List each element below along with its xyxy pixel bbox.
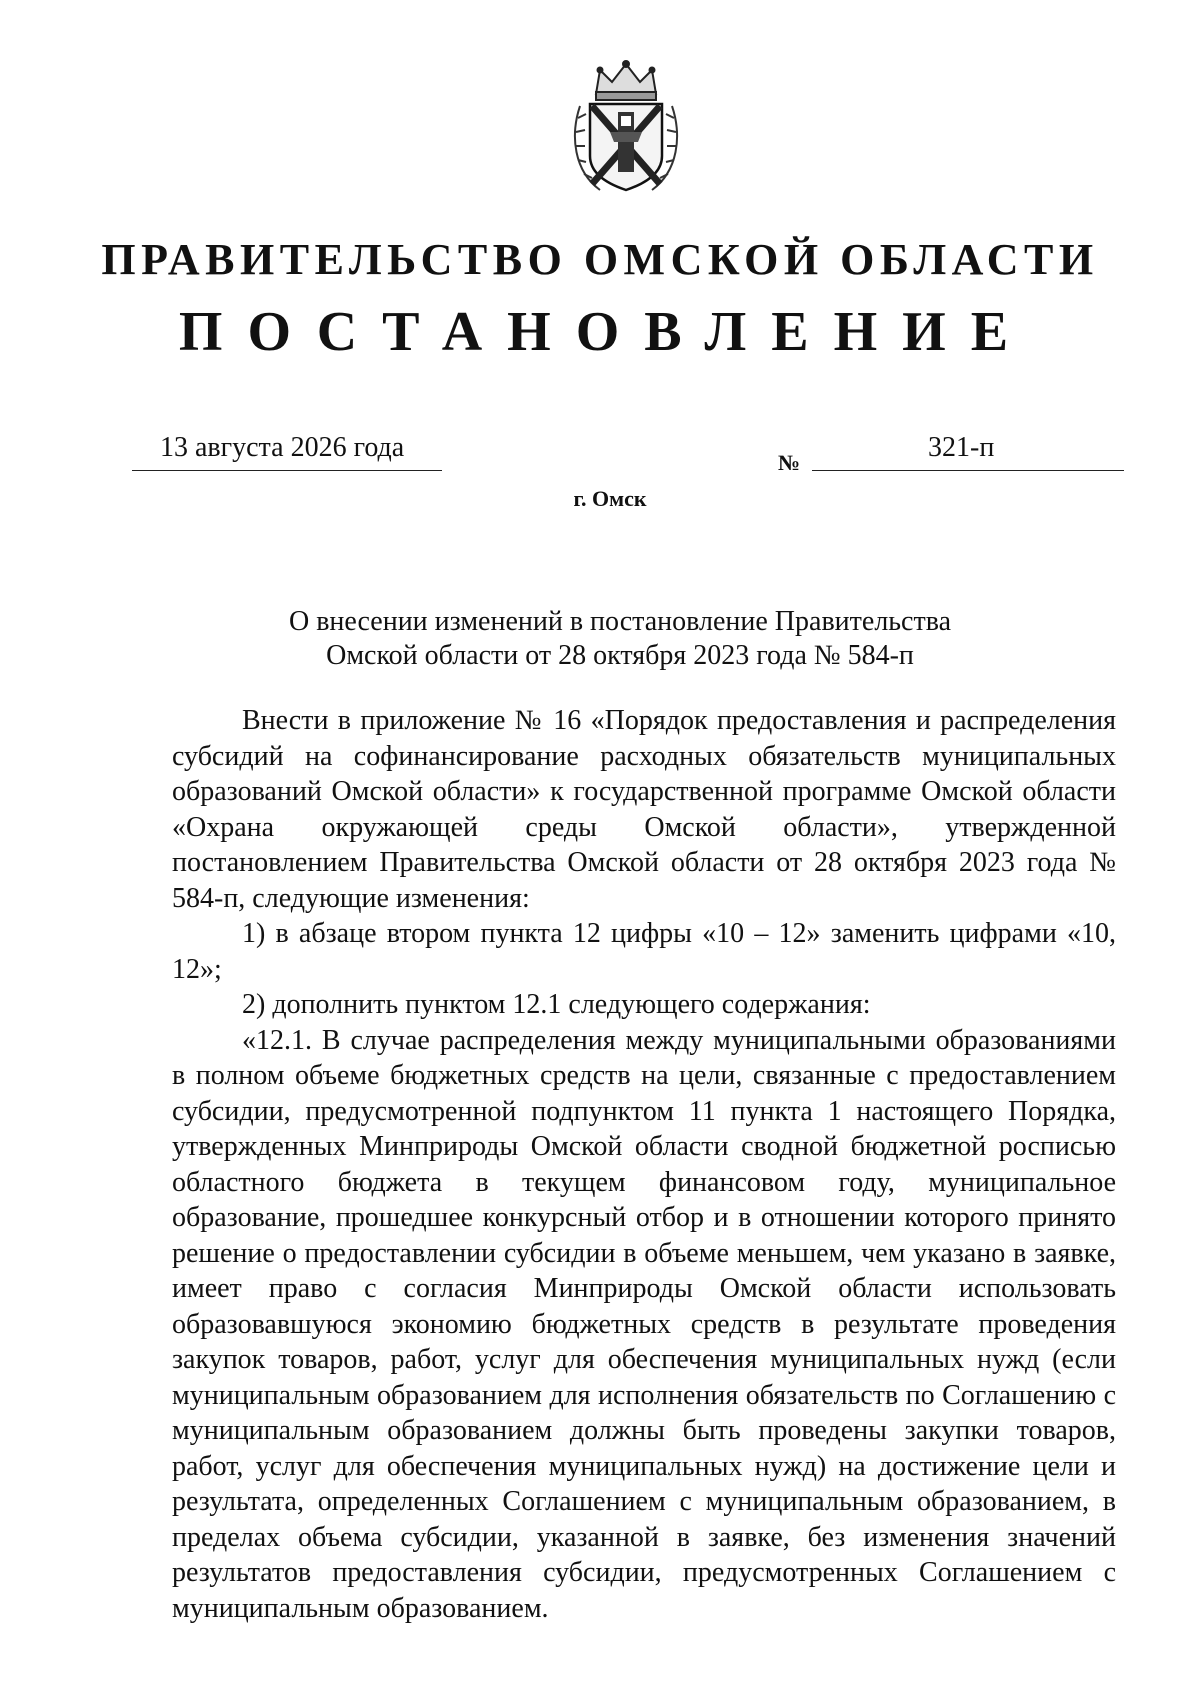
body-paragraph: 2) дополнить пунктом 12.1 следующего содержания:: [242, 989, 871, 1020]
document-subject: [200, 605, 1040, 673]
date-field: [132, 430, 442, 471]
document-body: [172, 703, 1116, 1626]
body-paragraph: Внести в приложение № 16 «Порядок предоставления и распределения субсидий на софинансирование расходных обязательств муниципальных образований Омской области» к государственной программе Омской области «Охрана окружающей среды Омской области», утвержденной постановлением Правительства Омской области от 28 октября 2023 года № 584-п, следующие изменения:: [172, 705, 1116, 914]
document-date: 13 августа 2026 года: [160, 432, 405, 463]
number-field: [812, 430, 1124, 471]
body-paragraph: 1) в абзаце втором пункта 12 цифры «10 – 12» заменить цифрами «10, 12»;: [172, 918, 1116, 985]
omsk-region-coat-of-arms-icon: [566, 56, 686, 196]
document-type-heading: ПОСТАНОВЛЕНИЕ: [178, 301, 1034, 363]
body-paragraph: «12.1. В случае распределения между муниципальными образованиями в полном объеме бюджетных средств на цели, связанные с предоставлением субсидии, предусмотренной подпунктом 11 пункта 1 настоящего Порядка, утвержденных Минприроды Омской области сводной бюджетной росписью областного бюджета в текущем финансовом году, муниципальное образование, прошедшее конкурсный отбор и в отношении которого принято решение о предоставлении субсидии в объеме меньшем, чем указано в заявке, имеет право с согласия Минприроды Омской области использовать образовавшуюся экономию бюджетных средств в результате проведения закупок товаров, работ, услуг для обеспечения муниципальных нужд (если муниципальным образованием для исполнения обязательств по Соглашению с муниципальным образованием должны быть проведены закупки товаров, работ, услуг для обеспечения муниципальных нужд) на достижение цели и результата, определенных Соглашением с муниципальным образованием, в пределах объема субсидии, указанной в заявке, без изменения значений результатов предоставления субсидии, предусмотренных Соглашением с муниципальным образованием.: [172, 1024, 1116, 1624]
subject-line: Омской области от 28 октября 2023 года № 584-п: [326, 640, 914, 671]
document-number: 321-п: [928, 432, 995, 463]
issue-city: г. Омск: [573, 486, 647, 511]
number-sign-label: №: [778, 450, 801, 475]
subject-line: О внесении изменений в постановление Правительства: [288, 606, 952, 637]
issuing-authority-title: ПРАВИТЕЛЬСТВО ОМСКОЙ ОБЛАСТИ: [101, 235, 1099, 284]
